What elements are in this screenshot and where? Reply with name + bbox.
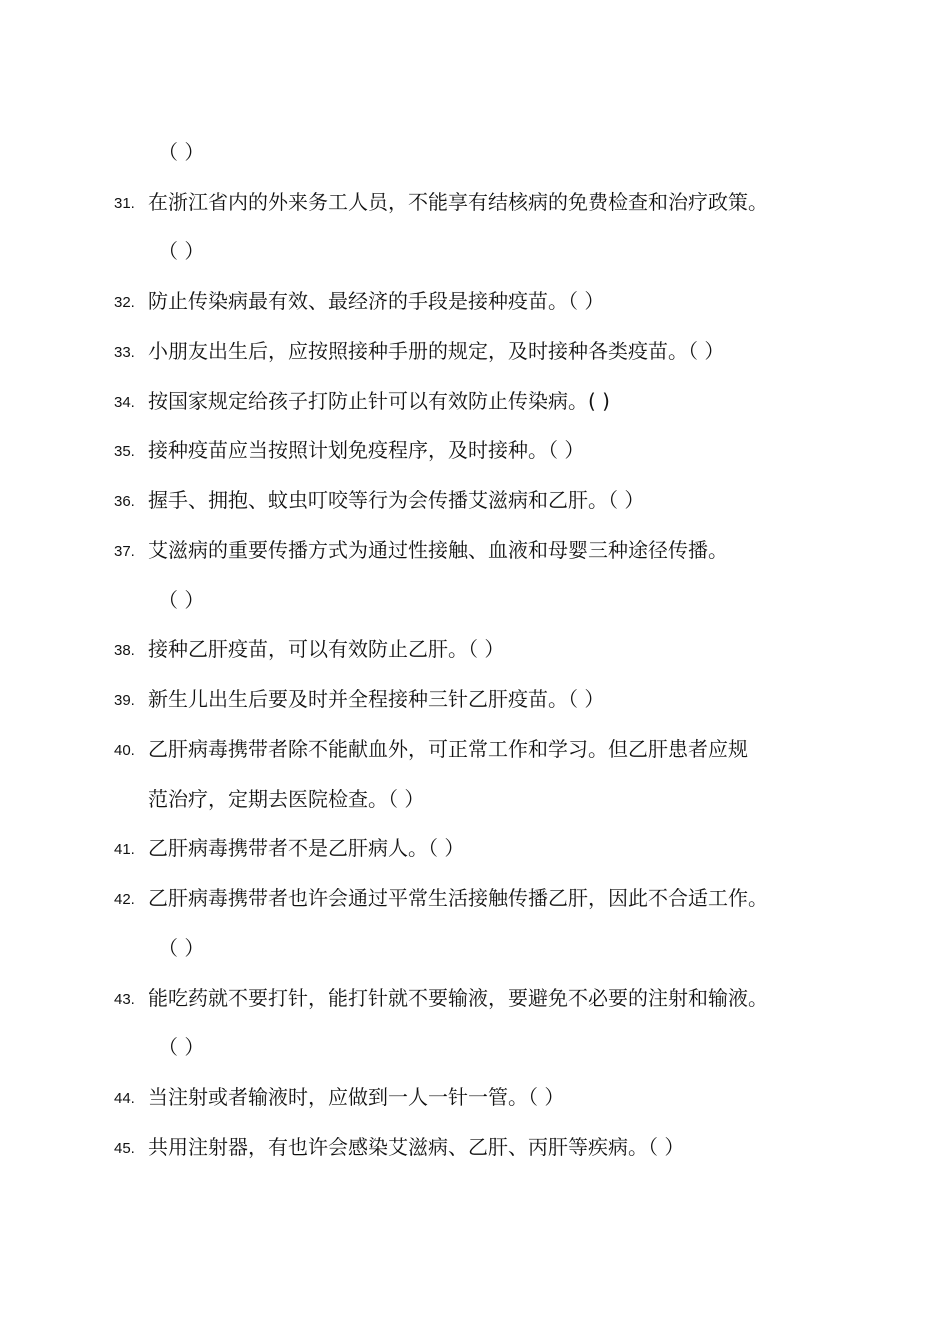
question-number: 40. <box>114 742 135 759</box>
question-39 <box>114 686 605 712</box>
question-text: 能吃药就不要打针，能打针就不要输液，要避免不必要的注射和输液。 <box>148 986 768 1010</box>
question-31 <box>114 189 768 215</box>
answer-blank-37: （ ） <box>158 588 205 612</box>
question-44 <box>114 1084 565 1110</box>
question-number: 32. <box>114 294 135 311</box>
question-number: 45. <box>114 1140 135 1157</box>
question-40-continuation: 范治疗，定期去医院检查。（ ） <box>148 787 425 811</box>
question-43 <box>114 985 768 1011</box>
question-38 <box>114 636 505 662</box>
answer-blank-31: （ ） <box>158 239 205 263</box>
question-number: 35. <box>114 443 135 460</box>
question-number: 44. <box>114 1090 135 1107</box>
answer-blank-30: （ ） <box>158 140 205 164</box>
question-text: 接种乙肝疫苗，可以有效防止乙肝。（ ） <box>148 637 505 661</box>
question-37 <box>114 537 728 563</box>
question-40 <box>114 736 748 762</box>
question-45 <box>114 1134 685 1160</box>
question-34 <box>114 388 610 414</box>
question-text: 防止传染病最有效、最经济的手段是接种疫苗。（ ） <box>148 289 605 313</box>
question-text: 小朋友出生后，应按照接种手册的规定，及时接种各类疫苗。（ ） <box>148 339 725 363</box>
question-text: 共用注射器，有也许会感染艾滋病、乙肝、丙肝等疾病。（ ） <box>148 1135 685 1159</box>
question-text: 接种疫苗应当按照计划免疫程序，及时接种。（ ） <box>148 438 585 462</box>
question-number: 39. <box>114 692 135 709</box>
answer-blank-43: （ ） <box>158 1035 205 1059</box>
question-number: 33. <box>114 344 135 361</box>
question-36 <box>114 487 645 513</box>
question-number: 43. <box>114 991 135 1008</box>
question-text: 乙肝病毒携带者也许会通过平常生活接触传播乙肝，因此不合适工作。 <box>148 886 768 910</box>
question-text: 新生儿出生后要及时并全程接种三针乙肝疫苗。（ ） <box>148 687 605 711</box>
question-text: 在浙江省内的外来务工人员，不能享有结核病的免费检查和治疗政策。 <box>148 190 768 214</box>
question-number: 41. <box>114 841 135 858</box>
question-text: 握手、拥抱、蚊虫叮咬等行为会传播艾滋病和乙肝。（ ） <box>148 488 645 512</box>
question-35 <box>114 437 585 463</box>
question-42 <box>114 885 768 911</box>
question-41 <box>114 835 465 861</box>
question-number: 42. <box>114 891 135 908</box>
question-text: 乙肝病毒携带者不是乙肝病人。（ ） <box>148 836 465 860</box>
question-text: 按国家规定给孩子打防止针可以有效防止传染病。( ) <box>148 389 610 413</box>
question-33 <box>114 338 725 364</box>
question-text: 艾滋病的重要传播方式为通过性接触、血液和母婴三种途径传播。 <box>148 538 728 562</box>
question-number: 36. <box>114 493 135 510</box>
question-text: 当注射或者输液时，应做到一人一针一管。（ ） <box>148 1085 565 1109</box>
question-text: 乙肝病毒携带者除不能献血外，可正常工作和学习。但乙肝患者应规 <box>148 737 748 761</box>
question-number: 34. <box>114 394 135 411</box>
question-number: 37. <box>114 543 135 560</box>
question-32 <box>114 288 605 314</box>
answer-blank-42: （ ） <box>158 936 205 960</box>
question-number: 31. <box>114 195 135 212</box>
question-number: 38. <box>114 642 135 659</box>
